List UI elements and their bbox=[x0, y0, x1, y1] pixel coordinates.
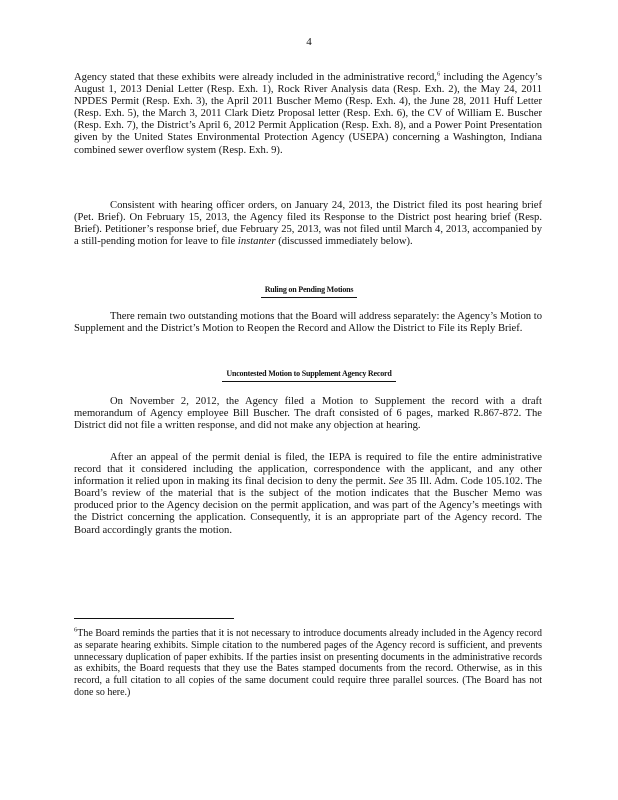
page-number: 4 bbox=[306, 36, 312, 48]
italic-signal: See bbox=[388, 476, 404, 488]
paragraph-briefs bbox=[74, 200, 542, 248]
italic-term: instanter bbox=[237, 236, 276, 248]
paragraph-text: Consistent with hearing officer orders, on January 24, 2013, the District filed its post hearing brief (Pet. Brief). On February 15, 2013, the Agency filed its Response to the District post hearing brief (Resp. Brief). Petitioner’s response brief, due February 25, 2013, was not filed until March 4, 2013, accompanied by a still-pending motion for leave to file bbox=[74, 200, 542, 248]
paragraph-motion-supplement bbox=[74, 396, 542, 432]
paragraph-text: (discussed immediately below). bbox=[275, 236, 413, 248]
footnote-divider bbox=[74, 618, 234, 619]
paragraph-exhibits bbox=[74, 72, 542, 157]
paragraph-text: On November 2, 2012, the Agency filed a Motion to Supplement the record with a draft memorandum of Agency employee Bill Buscher. The draft consisted of 6 pages, marked R.867-872. The District did not file a written response, and did not make any objection at hearing. bbox=[74, 396, 542, 432]
section-heading-text: Ruling on Pending Motions bbox=[261, 284, 358, 298]
subsection-heading-text: Uncontested Motion to Supplement Agency Record bbox=[222, 368, 395, 382]
footnote-text: The Board reminds the parties that it is not necessary to introduce documents already included in the Agency record as separate hearing exhibits. Simple citation to the numbered pages of the Agency record is sufficient, and prevents unnecessary duplication of paper exhibits. If the parties insist on presenting documents in the administrative records as exhibits, the Board requests that they use the Bates stamped documents from the record. Otherwise, as in this record, a full citation to all copies of the same document could require three parallel sources. (The Board has not done so here.) bbox=[74, 628, 542, 698]
paragraph-text: Agency stated that these exhibits were already included in the administrative record, bbox=[74, 72, 437, 83]
paragraph-text: including the Agency’s August 1, 2013 Denial Letter (Resp. Exh. 1), Rock River Analysis data (Resp. Exh. 2), the May 24, 2011 NPDES Permit (Resp. Exh. 3), the April 2011 Buscher Memo (Resp. Exh. 4), the June 28, 2011 Huff Letter (Resp. Exh. 5), the March 3, 2011 Clark Dietz Proposal letter (Resp. Exh. 6), the CV of William E. Buscher (Resp. Exh. 7), the District’s April 6, 2012 Permit Application (Resp. Exh. 8), and a Power Point Presentation given by the United States Environmental Protection Agency (USEPA) concerning a Washington, Indiana combined sewer overflow system (Resp. Exh. 9). bbox=[74, 72, 542, 156]
paragraph-text: 35 Ill. Adm. Code 105.102. The Board’s review of the material that is the subject of the motion indicates that the Buscher Memo was produced prior to the Agency decision on the permit application, and was part of the Agency’s meetings with the District concerning the application. Consequently, it is an appropriate part of the Agency record. The Board accordingly grants the motion. bbox=[74, 476, 542, 536]
paragraph-outstanding-motions bbox=[74, 311, 542, 335]
footnote-marker: 6 bbox=[74, 626, 78, 634]
paragraph-text: There remain two outstanding motions that the Board will address separately: the Agency’s Motion to Supplement and the District’s Motion to Reopen the Record and Allow the District to File its Reply Brief. bbox=[74, 311, 542, 335]
section-heading bbox=[0, 284, 618, 298]
paragraph-text: After an appeal of the permit denial is filed, the IEPA is required to file the entire administrative record that it considered including the application, correspondence with the applicant, and any other information it relied upon in making its final decision to deny the permit. bbox=[74, 452, 542, 488]
paragraph-ruling bbox=[74, 452, 542, 537]
footnote bbox=[74, 628, 542, 699]
footnote-reference: 6 bbox=[436, 70, 441, 78]
subsection-heading bbox=[0, 368, 618, 382]
